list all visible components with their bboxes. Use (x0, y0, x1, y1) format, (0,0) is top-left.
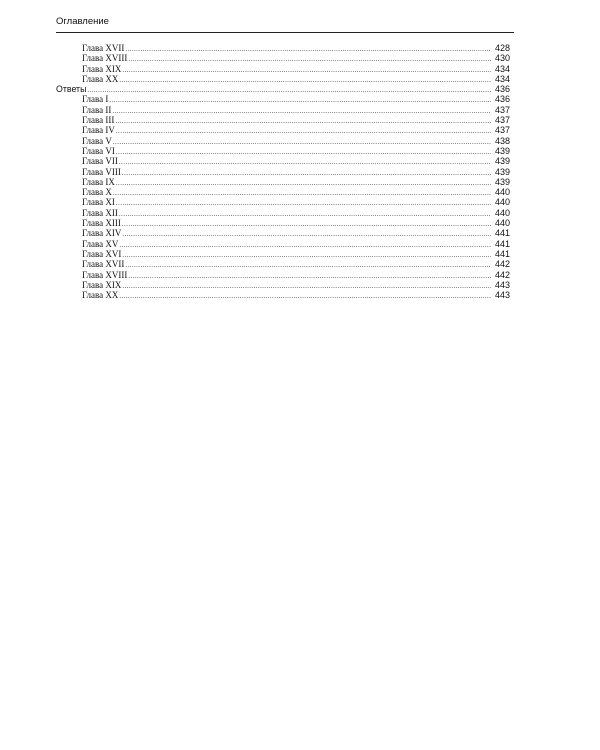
toc-dot-leader (119, 240, 491, 250)
toc-page-number: 441 (494, 238, 510, 249)
toc-entry-label: Глава XVII (82, 43, 125, 53)
toc-chapter-row[interactable] (56, 136, 510, 146)
toc-entry-label: Глава IX (82, 176, 115, 187)
toc-dot-leader (116, 126, 491, 136)
toc-dot-leader (125, 44, 491, 54)
toc-chapter-row[interactable] (56, 259, 510, 269)
toc-entry-label: Глава VII (82, 156, 118, 167)
toc-dot-leader (119, 75, 491, 85)
toc-dot-leader (113, 188, 491, 198)
toc-page-number: 439 (494, 145, 510, 156)
toc-page-number: 441 (494, 248, 510, 259)
toc-dot-leader (122, 250, 491, 260)
toc-page-number: 430 (494, 53, 510, 64)
toc-page-number: 440 (494, 207, 510, 218)
toc-chapter-row[interactable] (56, 197, 510, 207)
toc-chapter-row[interactable] (56, 43, 510, 53)
toc-dot-leader (122, 168, 491, 178)
toc-chapter-row[interactable] (56, 115, 510, 125)
toc-entry-label: Глава II (82, 104, 112, 115)
toc-dot-leader (122, 229, 491, 239)
toc-page-number: 440 (494, 197, 510, 208)
toc-dot-leader (116, 147, 491, 157)
toc-entry-label: Глава XVI (82, 248, 122, 259)
toc-chapter-row[interactable] (56, 239, 510, 249)
toc-entry-label: Глава XV (82, 238, 119, 249)
toc-chapter-row[interactable] (56, 290, 510, 300)
toc-entry-label: Глава XVII (82, 259, 125, 270)
toc-dot-leader (119, 209, 491, 219)
toc-chapter-row[interactable] (56, 270, 510, 280)
toc-chapter-row[interactable] (56, 64, 510, 74)
toc-chapter-row[interactable] (56, 208, 510, 218)
toc-entry-label: Глава XX (82, 73, 119, 84)
toc-chapter-row[interactable] (56, 167, 510, 177)
toc-chapter-row[interactable] (56, 177, 510, 187)
toc-dot-leader (119, 291, 491, 301)
toc-entry-label: Глава XIX (82, 279, 122, 290)
toc-chapter-row[interactable] (56, 105, 510, 115)
toc-entry-label: Глава XIX (82, 63, 122, 74)
toc-page-number: 437 (494, 104, 510, 115)
toc-page-number: 439 (494, 156, 510, 167)
toc-entry-label: Глава XVIII (82, 53, 128, 64)
toc-dot-leader (122, 281, 491, 291)
toc-dot-leader (122, 219, 491, 229)
toc-page-number: 439 (494, 176, 510, 187)
toc-chapter-row[interactable] (56, 249, 510, 259)
toc-chapter-row[interactable] (56, 156, 510, 166)
toc-section-row[interactable] (56, 84, 510, 94)
toc-page-number: 443 (494, 279, 510, 290)
toc-page-number: 436 (494, 84, 510, 95)
toc-entry-label: Глава V (82, 135, 112, 146)
page-title: Оглавление (56, 16, 109, 27)
toc-page-number: 437 (494, 115, 510, 126)
toc-page-number: 440 (494, 187, 510, 198)
toc-dot-leader (119, 157, 491, 167)
toc-entry-label: Ответы (56, 84, 87, 95)
toc-entry-label: Глава III (82, 115, 115, 126)
toc-dot-leader (115, 116, 491, 126)
toc-chapter-row[interactable] (56, 228, 510, 238)
toc-entry-label: Глава VIII (82, 166, 121, 177)
toc-chapter-row[interactable] (56, 218, 510, 228)
toc-chapter-row[interactable] (56, 53, 510, 63)
toc-dot-leader (128, 271, 491, 281)
toc-page-number: 442 (494, 259, 510, 270)
toc-entry-label: Глава XII (82, 207, 118, 218)
toc-entry-label: Глава XIII (82, 218, 121, 229)
toc-entry-label: Глава I (82, 94, 109, 105)
toc-chapter-row[interactable] (56, 146, 510, 156)
toc-page-number: 441 (494, 228, 510, 239)
toc-dot-leader (112, 106, 491, 116)
toc-entry-label: Глава X (82, 187, 112, 198)
toc-dot-leader (116, 198, 491, 208)
toc-dot-leader (113, 137, 491, 147)
toc-page-number: 442 (494, 269, 510, 280)
toc-dot-leader (109, 95, 491, 105)
toc-entry-label: Глава VI (82, 145, 115, 156)
toc-chapter-row[interactable] (56, 125, 510, 135)
toc-dot-leader (116, 178, 491, 188)
toc-page-number: 434 (494, 63, 510, 74)
page-header (56, 14, 514, 33)
toc-entry-label: Глава XIV (82, 228, 122, 239)
toc-page-number: 428 (494, 43, 510, 53)
toc-chapter-row[interactable] (56, 187, 510, 197)
toc-dot-leader (87, 85, 491, 95)
toc-chapter-row[interactable] (56, 74, 510, 84)
toc-page-number: 438 (494, 135, 510, 146)
toc-dot-leader (128, 54, 491, 64)
toc-page-number: 443 (494, 290, 510, 301)
toc-dot-leader (125, 260, 491, 270)
toc-chapter-row[interactable] (56, 94, 510, 104)
toc-entry-label: Глава IV (82, 125, 115, 136)
toc-page-number: 436 (494, 94, 510, 105)
toc-page-number: 439 (494, 166, 510, 177)
toc-entry-label: Глава XVIII (82, 269, 128, 280)
toc-chapter-row[interactable] (56, 280, 510, 290)
toc-entry-label: Глава XX (82, 290, 119, 301)
toc-page-number: 437 (494, 125, 510, 136)
toc-page-number: 440 (494, 218, 510, 229)
toc-dot-leader (122, 65, 491, 75)
toc-entry-label: Глава XI (82, 197, 115, 208)
toc-page-number: 434 (494, 73, 510, 84)
table-of-contents (56, 43, 510, 300)
